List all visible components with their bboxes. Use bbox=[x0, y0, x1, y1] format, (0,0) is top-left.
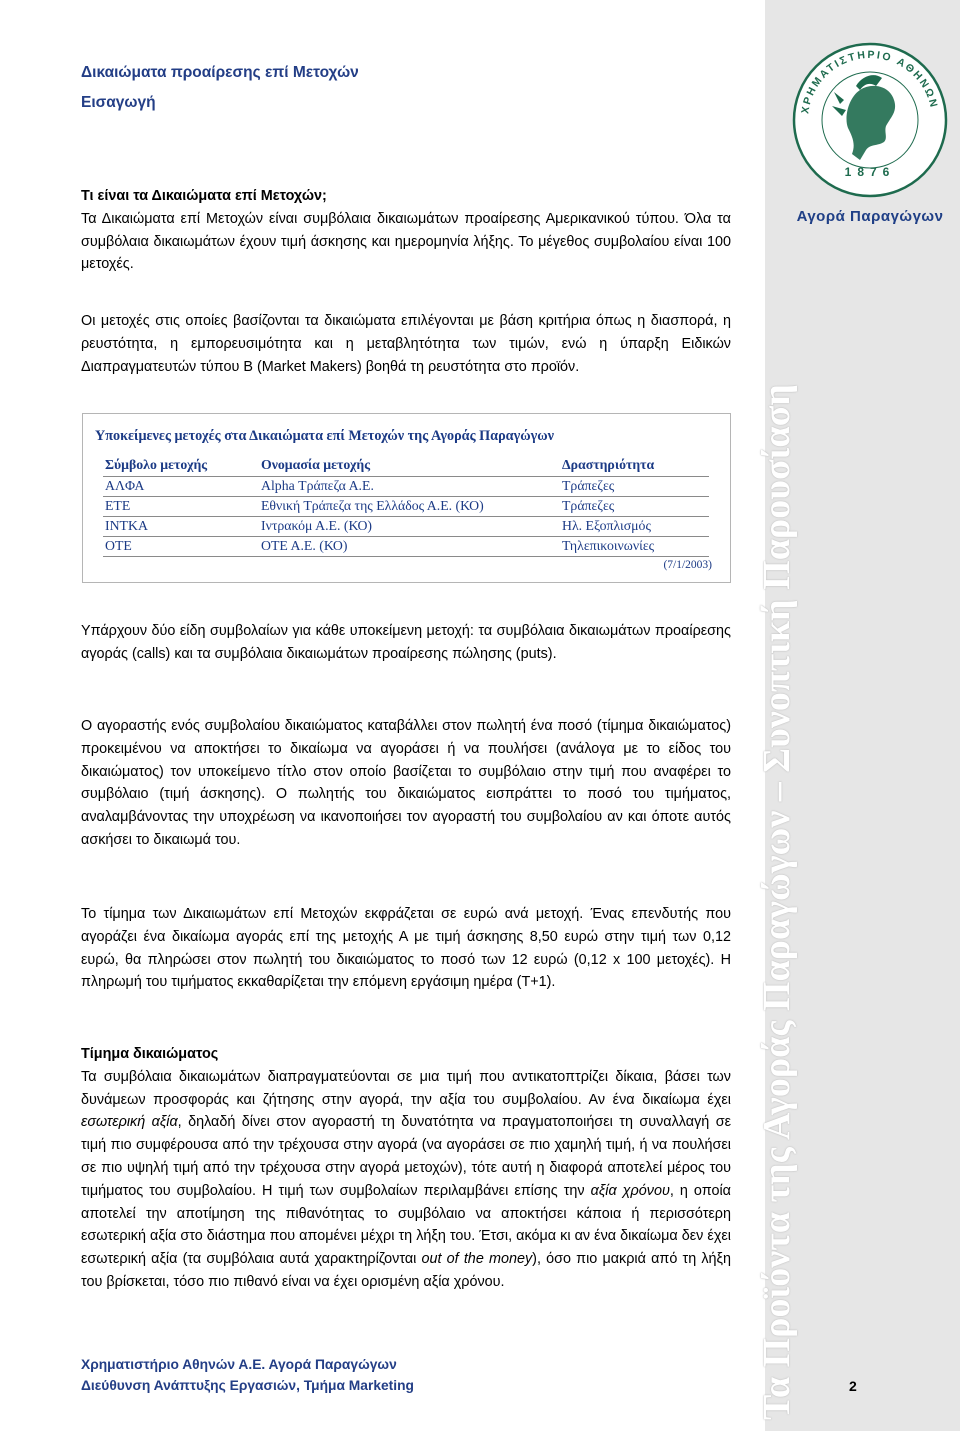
document-title: Δικαιώματα προαίρεσης επί Μετοχών bbox=[81, 64, 359, 81]
cell-activity: Ηλ. Εξοπλισμός bbox=[562, 518, 651, 533]
underlying-stocks-table bbox=[82, 413, 731, 583]
intro-body: Τα Δικαιώματα επί Μετοχών είναι συμβόλαια δικαιωμάτων προαίρεσης Αμερικανικού τύπου. Όλα τα συμβόλαια δικαιωμάτων έχουν τιμή άσκησης και ημερομηνία λήξης. Το μέγεθος συμβολαίου είναι 100 μετοχές. bbox=[81, 210, 731, 273]
page-number: 2 bbox=[849, 1378, 857, 1394]
premium-term-time-value: αξία χρόνου bbox=[590, 1182, 670, 1199]
table-header-rule bbox=[103, 476, 709, 477]
intro-question: Τι είναι τα Δικαιώματα επί Μετοχών; bbox=[81, 188, 327, 204]
premium-text-2: , δηλαδή δίνει στον αγοραστή τη δυνατότητα να πραγματοποιήσει τη συναλλαγή σε τιμή πιο συμφέρουσα από την τρέχουσα στην αγορά (να αγοράσει σε πιο χαμηλή τιμή, ή να πουλήσει σε πιο υψηλή τιμή από την τρέχουσα στην αγορά μετοχών), τότε αυτή η διαφορά αποτελεί μέρος του τιμήματος του συμβολαίου. Η τιμή των συμβολαίων περιλαμβάνει επίσης την bbox=[81, 1114, 731, 1199]
table-row-rule bbox=[103, 536, 709, 537]
contract-types-paragraph: Υπάρχουν δύο είδη συμβολαίων για κάθε υποκείμενη μετοχή: τα συμβόλαια δικαιωμάτων προαίρεσης αγοράς (calls) και τα συμβόλαια δικαιωμάτων προαίρεσης πώλησης (puts). bbox=[81, 623, 731, 662]
premium-term-otm: out of the money bbox=[421, 1251, 533, 1268]
logo-caption: Αγορά Παραγώγων bbox=[796, 208, 944, 225]
premium-term-intrinsic: εσωτερική αξία bbox=[81, 1114, 178, 1131]
premium-text-1: Τα συμβόλαια δικαιωμάτων διαπραγματεύονται σε μια τιμή που αντικατοπτρίζει δίκαια, βάσει των δυνάμεων προσφοράς και ζήτησης στην αγορά, την αξία του συμβολαίου. Αν ένα δικαίωμα έχει bbox=[81, 1068, 731, 1108]
table-row-rule bbox=[103, 516, 709, 517]
intro-paragraph bbox=[81, 185, 731, 276]
premium-text-4: ), όσο πιο μακριά από τη λήξη του βρίσκεται, τόσο πιο πιθανό είναι να έχει ορισμένη αξία χρόνου. bbox=[81, 1251, 731, 1290]
logo-ring-text: ΧΡΗΜΑΤΙΣΤΗΡΙΟ ΑΘΗΝΩΝ bbox=[799, 48, 941, 115]
table-date: (7/1/2003) bbox=[663, 559, 712, 571]
cell-name: ΟΤΕ Α.Ε. (ΚΟ) bbox=[261, 538, 348, 553]
table-caption: Υποκείμενες μετοχές στα Δικαιώματα επί Μετοχών της Αγοράς Παραγώγων bbox=[95, 428, 554, 444]
document-subtitle: Εισαγωγή bbox=[81, 94, 156, 111]
logo-year: 1876 bbox=[844, 165, 896, 179]
cell-name: Ιντρακόμ Α.Ε. (ΚΟ) bbox=[261, 518, 373, 533]
cell-symbol: ΙΝΤΚΑ bbox=[105, 518, 148, 533]
cell-name: Alpha Τράπεζα Α.Ε. bbox=[261, 478, 374, 493]
footer-department: Διεύθυνση Ανάπτυξης Εργασιών, Τμήμα Marketing bbox=[81, 1378, 414, 1393]
table-row-rule bbox=[103, 556, 709, 557]
cell-symbol: ΕΤΕ bbox=[105, 498, 131, 513]
cell-name: Εθνική Τράπεζα της Ελλάδος Α.Ε. (ΚΟ) bbox=[261, 498, 484, 513]
premium-section bbox=[81, 1043, 731, 1294]
cell-activity: Τράπεζες bbox=[562, 478, 615, 493]
premium-quote-paragraph: Το τίμημα των Δικαιωμάτων επί Μετοχών εκφράζεται σε ευρώ ανά μετοχή. Ένας επενδυτής που αγοράζει ένα δικαίωμα αγοράς επί της μετοχής Α με τιμή άσκησης 8,50 ευρώ στην τιμή των 0,12 ευρώ, θα πληρώσει στον πωλητή του δικαιώματος το ποσό των 12 ευρώ (0,12 x 100 μετοχές). Η πληρωμή του τιμήματος εκκαθαρίζεται την επόμενη εργάσιμη ημέρα (Τ+1). bbox=[81, 906, 731, 991]
table-row-rule bbox=[103, 496, 709, 497]
buyer-seller-paragraph: Ο αγοραστής ενός συμβολαίου δικαιώματος καταβάλλει στον πωλητή ένα ποσό (τίμημα δικαιώματος) προκειμένου να αποκτήσει το δικαίωμα να αγοράσει ή να πουλήσει (ανάλογα με το είδος του δικαιώματος) τον υποκείμενο τίτλο στον οποίο βασίζεται το συμβόλαιο στην τιμή που αναφέρει το συμβόλαιο (τιμή άσκησης). Ο πωλητής του δικαιώματος εισπράττει το ποσό του τιμήματος, αναλαμβάνοντας την υποχρέωση να ικανοποιήσει τον αγοραστή του συμβολαίου αν και όποτε αυτός ασκήσει το δικαιωμά του. bbox=[81, 718, 731, 848]
athens-exchange-logo bbox=[790, 40, 950, 200]
cell-symbol: ΟΤΕ bbox=[105, 538, 132, 553]
footer-organization: Χρηματιστήριο Αθηνών Α.Ε. Αγορά Παραγώγων bbox=[81, 1357, 397, 1372]
cell-activity: Τράπεζες bbox=[562, 498, 615, 513]
premium-heading: Τίμημα δικαιώματος bbox=[81, 1046, 219, 1062]
table-header-symbol: Σύμβολο μετοχής bbox=[105, 457, 208, 472]
sidebar-vertical-title: Τα Προϊόντα της Αγοράς Παραγώγων – Συνοπτική Παρουσίαση bbox=[756, 384, 798, 1420]
criteria-paragraph: Οι μετοχές στις οποίες βασίζονται τα δικαιώματα επιλέγονται με βάση κριτήρια όπως η διασπορά, η ρευστότητα, η εμπορευσιμότητα και η μεταβλητότητα των τιμών, ενώ η ύπαρξη Ειδικών Διαπραγματευτών τύπου Β (Market Makers) βοηθά τη ρευστότητα στο προϊόν. bbox=[81, 313, 731, 375]
table-header-name: Ονομασία μετοχής bbox=[261, 457, 371, 472]
table-header-activity: Δραστηριότητα bbox=[562, 457, 655, 472]
premium-body bbox=[81, 1066, 731, 1294]
premium-text-3: , η οποία αποτελεί την αποτίμηση της πιθανότητας το συμβόλαιο να αποκτήσει κάποια ή περισσότερη εσωτερική αξία στο διάστημα που απομένει μέχρι τη λήξη του. Έτσι, ακόμα κι αν ένα δικαίωμα δεν έχει εσωτερική αξία (τα συμβόλαια αυτά χαρακτηρίζονται bbox=[81, 1182, 731, 1268]
cell-activity: Τηλεπικοινωνίες bbox=[562, 538, 655, 553]
cell-symbol: ΑΛΦΑ bbox=[105, 478, 145, 493]
